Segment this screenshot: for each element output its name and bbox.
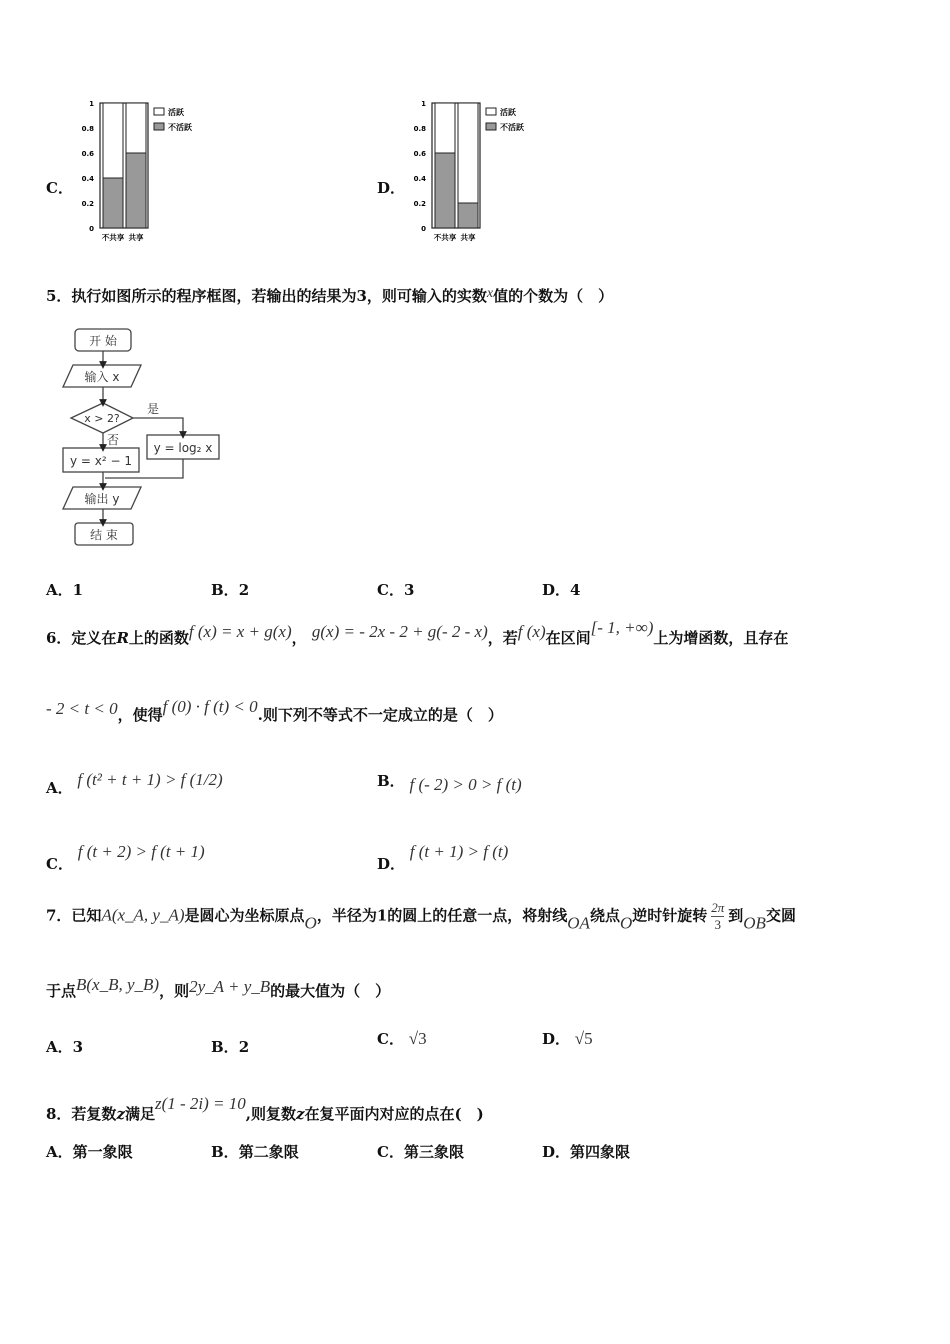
y-tick-label: 1 <box>421 100 426 108</box>
y-tick-label: 0.8 <box>413 125 426 133</box>
flow-input-text: 输入 x <box>84 370 120 384</box>
y-tick-label: 0.2 <box>81 200 94 208</box>
flow-yes-label: 是 <box>147 402 160 416</box>
q6-option-c: C． f (t + 2) > f (t + 1) <box>46 842 205 873</box>
option-c-label: C． <box>46 179 73 197</box>
y-tick-label: 0.4 <box>81 175 94 183</box>
legend-label: 活跃 <box>500 108 516 117</box>
bar-inactive-0 <box>103 178 123 228</box>
q7-option-d: D． √5 <box>542 1029 593 1048</box>
legend-label: 不活跃 <box>500 123 524 132</box>
q7-option-b: B．2 <box>211 1038 250 1056</box>
legend-label: 不活跃 <box>168 123 192 132</box>
legend-swatch <box>486 108 496 115</box>
question-6-stem-line1: 6．定义在R上的函数f (x) = x + g(x)， g(x) = - 2x - 2 + g(- 2 - x)，若f (x)在区间[- 1, +∞)上为增函数，且存在 <box>46 618 789 647</box>
x-tick-label: 不共享 <box>433 233 457 242</box>
q6-option-b: B． f (- 2) > 0 > f (t) <box>377 772 522 794</box>
question-6-stem-line2: - 2 < t < 0，使得f (0) · f (t) < 0.则下列不等式不一定成立的是（ ） <box>46 697 503 724</box>
y-tick-label: 0 <box>89 225 94 233</box>
y-tick-label: 0.8 <box>81 125 94 133</box>
question-8-stem: 8．若复数z满足z(1 - 2i) = 10,则复数z在复平面内对应的点在( ) <box>46 1094 484 1123</box>
question-5-stem <box>46 285 613 306</box>
flow-output-text: 输出 y <box>84 492 120 506</box>
q6-option-a: A． f (t² + t + 1) > f (1/2) <box>46 770 223 797</box>
bar-inactive-0 <box>435 153 455 228</box>
flowchart <box>55 325 230 550</box>
q5-option-a: A．1 <box>46 581 84 599</box>
question-7-stem-line1: 7．已知A(x_A, y_A)是圆心为坐标原点O，半径为1的圆上的任意一点，将射线OA绕点O逆时针旋转 $\frac{2\pi}{3}$ 到OB交圆 <box>46 900 796 933</box>
chart-option-c <box>78 95 218 255</box>
q8-option-b: B．第二象限 <box>211 1143 299 1161</box>
q5-text: 5．执行如图所示的程序框图，若输出的结果为3，则可输入的实数 <box>46 287 487 305</box>
q8-option-c: C．第三象限 <box>377 1143 464 1161</box>
y-tick-label: 1 <box>89 100 94 108</box>
y-tick-label: 0.6 <box>81 150 94 158</box>
flow-yes-box-text: y = log₂ x <box>153 441 213 455</box>
y-tick-label: 0.4 <box>413 175 426 183</box>
flow-no-box-text: y = x² − 1 <box>69 454 133 468</box>
x-tick-label: 不共享 <box>101 233 125 242</box>
legend-label: 活跃 <box>168 108 184 117</box>
chart-option-d <box>410 95 550 255</box>
legend-swatch <box>154 123 164 130</box>
q7-option-a: A．3 <box>46 1038 84 1056</box>
x-tick-label: 共享 <box>460 233 476 242</box>
flow-cond-text: x > 2? <box>84 412 120 425</box>
legend-swatch <box>486 123 496 130</box>
fraction-2pi-3: $\frac{2\pi}{3}$ <box>711 900 725 932</box>
y-tick-label: 0 <box>421 225 426 233</box>
x-tick-label: 共享 <box>128 233 144 242</box>
flow-no-label: 否 <box>107 433 120 447</box>
q5-text-end: 值的个数为（ ） <box>493 287 614 305</box>
option-d-label: D． <box>377 179 406 197</box>
question-7-stem-line2: 于点B(x_B, y_B)，则2y_A + y_B的最大值为（ ） <box>46 975 391 1000</box>
q7-option-c: C． √3 <box>377 1029 427 1048</box>
flow-end-text: 结 束 <box>90 528 118 542</box>
legend-swatch <box>154 108 164 115</box>
q8-option-a: A．第一象限 <box>46 1143 133 1161</box>
q5-option-d: D．4 <box>542 581 581 599</box>
q6-option-d: D． f (t + 1) > f (t) <box>377 842 509 873</box>
bar-inactive-1 <box>126 153 146 228</box>
q5-option-c: C．3 <box>377 581 415 599</box>
y-tick-label: 0.6 <box>413 150 426 158</box>
y-tick-label: 0.2 <box>413 200 426 208</box>
q8-option-d: D．第四象限 <box>542 1143 631 1161</box>
q5-var: x <box>486 286 494 301</box>
q5-option-b: B．2 <box>211 581 250 599</box>
bar-inactive-1 <box>458 203 478 228</box>
flow-start-text: 开 始 <box>89 334 117 348</box>
